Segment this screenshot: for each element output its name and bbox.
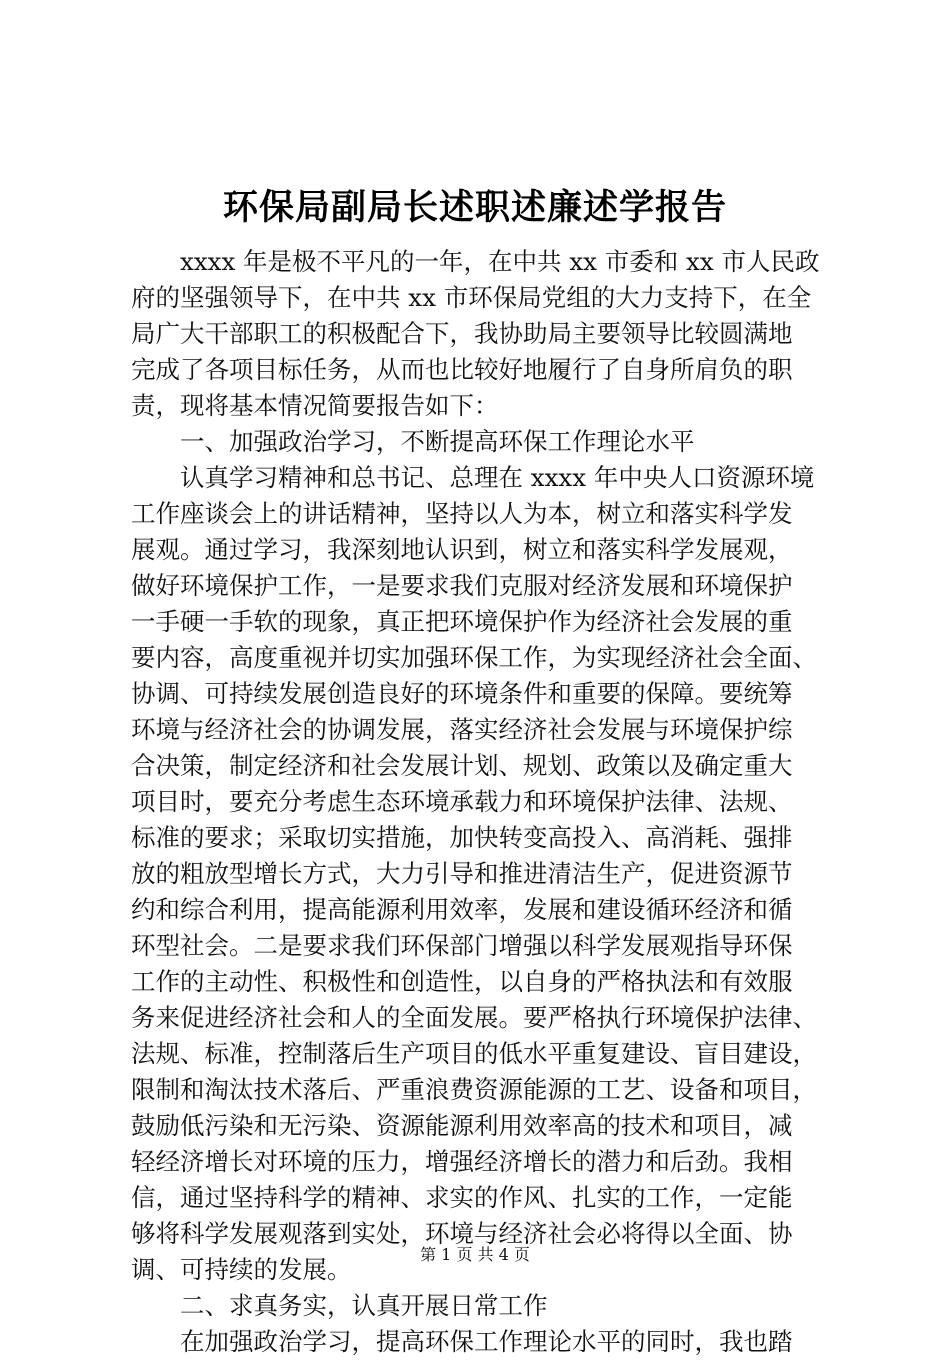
body-line: 合决策，制定经济和社会发展计划、规划、政策以及确定重大 (131, 751, 793, 780)
body-line: 局广大干部职工的积极配合下，我协助局主要领导比较圆满地 (131, 319, 793, 348)
body-line: 要内容，高度重视并切实加强环保工作，为实现经济社会全面、 (131, 643, 817, 672)
body-line: 轻经济增长对环境的压力，增强经济增长的潜力和后劲。我相 (131, 1147, 793, 1176)
body-line: 在加强政治学习，提高环保工作理论水平的同时，我也踏 (131, 1327, 793, 1356)
body-line: 限制和淘汰技术落后、严重浪费资源能源的工艺、设备和项目， (131, 1075, 817, 1104)
body-line: 鼓励低污染和无污染、资源能源利用效率高的技术和项目，减 (131, 1111, 793, 1140)
body-line: 法规、标准，控制落后生产项目的低水平重复建设、盲目建设， (131, 1039, 817, 1068)
body-line: 一、加强政治学习，不断提高环保工作理论水平 (131, 427, 695, 456)
body-line: 展观。通过学习，我深刻地认识到，树立和落实科学发展观， (131, 535, 793, 564)
body-line: 一手硬一手软的现象，真正把环境保护作为经济社会发展的重 (131, 607, 793, 636)
body-line: 协调、可持续发展创造良好的环境条件和重要的保障。要统筹 (131, 679, 793, 708)
body-line: 环境与经济社会的协调发展，落实经济社会发展与环境保护综 (131, 715, 793, 744)
document-title: 环保局副局长述职述廉述学报告 (222, 188, 727, 228)
body-line: 环型社会。二是要求我们环保部门增强以科学发展观指导环保 (131, 931, 793, 960)
body-line: 务来促进经济社会和人的全面发展。要严格执行环境保护法律、 (131, 1003, 817, 1032)
body-line: 二、求真务实，认真开展日常工作 (131, 1291, 548, 1320)
body-line: 工作的主动性、积极性和创造性，以自身的严格执法和有效服 (131, 967, 793, 996)
body-line: 信，通过坚持科学的精神、求实的作风、扎实的工作，一定能 (131, 1183, 793, 1212)
body-line: 做好环境保护工作，一是要求我们克服对经济发展和环境保护 (131, 571, 793, 600)
page-footer: 第 1 页 共 4 页 (420, 1245, 530, 1264)
body-line: 约和综合利用，提高能源利用效率，发展和建设循环经济和循 (131, 895, 793, 924)
document-body (131, 244, 831, 1360)
body-line: 完成了各项目标任务，从而也比较好地履行了自身所肩负的职 (131, 355, 793, 384)
body-line: 项目时，要充分考虑生态环境承载力和环境保护法律、法规、 (131, 787, 793, 816)
body-line: 认真学习精神和总书记、总理在 xxxx 年中央人口资源环境 (131, 463, 815, 492)
body-line: 工作座谈会上的讲话精神，坚持以人为本，树立和落实科学发 (131, 499, 793, 528)
body-line: 放的粗放型增长方式，大力引导和推进清洁生产，促进资源节 (131, 859, 793, 888)
body-line: 标准的要求；采取切实措施，加快转变高投入、高消耗、强排 (131, 823, 793, 852)
body-line: 够将科学发展观落到实处，环境与经济社会必将得以全面、协 (131, 1219, 793, 1248)
body-line: 府的坚强领导下，在中共 xx 市环保局党组的大力支持下，在全 (131, 283, 812, 312)
body-line: xxxx 年是极不平凡的一年，在中共 xx 市委和 xx 市人民政 (131, 247, 820, 276)
body-line: 调、可持续的发展。 (131, 1255, 352, 1284)
body-line: 责，现将基本情况简要报告如下： (131, 391, 499, 420)
